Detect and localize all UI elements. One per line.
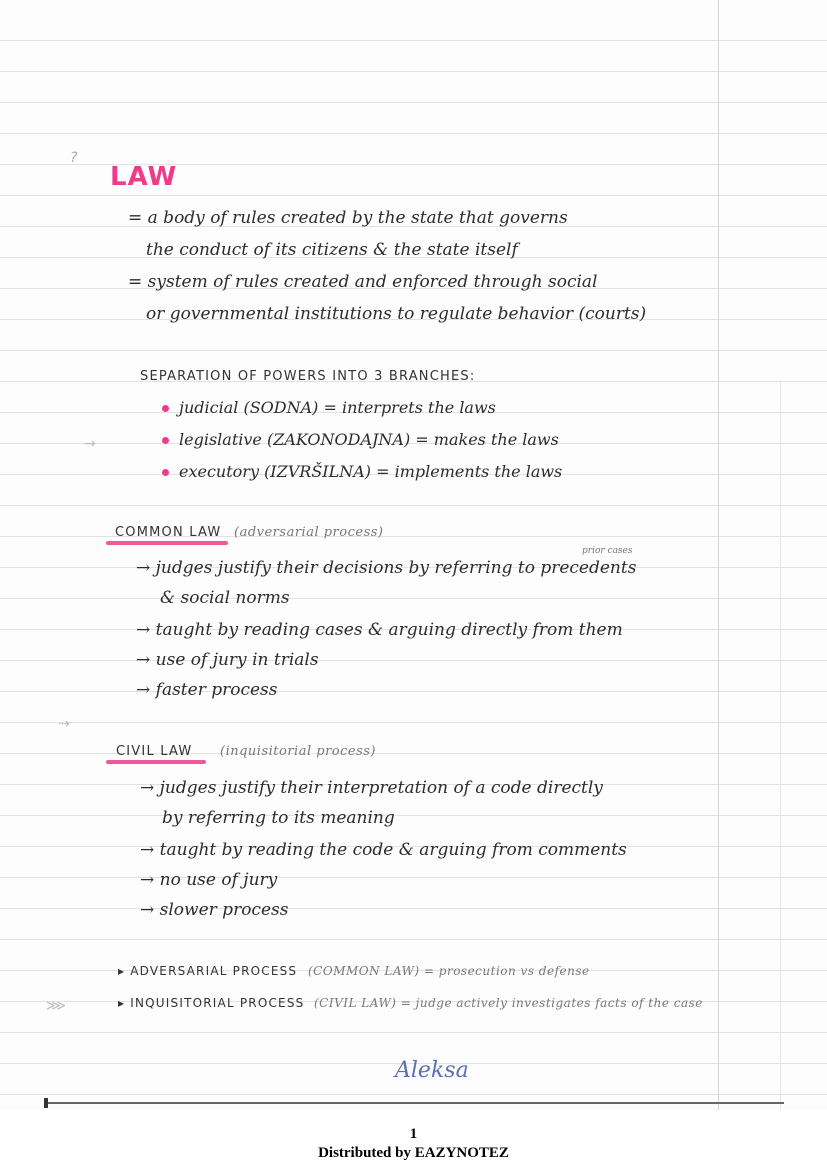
right-margin-line: [718, 0, 719, 1110]
common-law-item: → use of jury in trials: [136, 650, 319, 670]
definition-line-1: = a body of rules created by the state that governs: [128, 208, 568, 228]
common-law-item: & social norms: [160, 588, 290, 608]
common-law-subtitle: (adversarial process): [234, 525, 384, 540]
common-law-heading: COMMON LAW: [115, 525, 222, 540]
definition-line-3: = system of rules created and enforced through social: [128, 272, 598, 292]
highlight-underline: [106, 541, 228, 545]
civil-law-item: → slower process: [140, 900, 289, 920]
civil-law-heading: CIVIL LAW: [116, 744, 193, 759]
branch-item: [162, 398, 496, 417]
inquisitorial-process-detail: (CIVIL LAW) = judge actively investigates facts of the case: [314, 996, 703, 1010]
inquisitorial-process-label: ▸ INQUISITORIAL PROCESS: [118, 996, 305, 1010]
civil-law-subtitle: (inquisitorial process): [220, 744, 376, 759]
page-number: 1: [409, 1126, 418, 1142]
civil-law-item: → judges justify their interpretation of a code directly: [140, 778, 603, 798]
common-law-item: → faster process: [136, 680, 278, 700]
right-margin-line-outer: [780, 380, 781, 1110]
adversarial-process-label: ▸ ADVERSARIAL PROCESS: [118, 964, 298, 978]
bottom-rule: [44, 1102, 784, 1104]
pink-bullet: [162, 405, 169, 412]
margin-mark: ⇢: [58, 716, 70, 732]
separation-heading: SEPARATION OF POWERS INTO 3 BRANCHES:: [140, 369, 476, 384]
question-mark: ?: [70, 150, 78, 166]
prior-cases-note: prior cases: [582, 546, 633, 556]
civil-law-item: → no use of jury: [140, 870, 278, 890]
margin-mark: ⋙: [46, 998, 66, 1014]
common-law-item: → judges justify their decisions by referring to precedents: [136, 558, 637, 578]
civil-law-item: → taught by reading the code & arguing from comments: [140, 840, 627, 860]
branch-text: legislative (ZAKONODAJNA) = makes the laws: [179, 430, 559, 449]
signature: Aleksa: [395, 1058, 469, 1083]
definition-line-4: or governmental institutions to regulate behavior (courts): [146, 304, 647, 324]
pink-bullet: [162, 469, 169, 476]
civil-law-item: by referring to its meaning: [162, 808, 395, 828]
margin-arrow-mark: →: [84, 436, 96, 452]
branch-text: judicial (SODNA) = interprets the laws: [179, 398, 496, 417]
branch-item: [162, 430, 559, 449]
branch-item: [162, 462, 562, 481]
highlight-underline: [106, 760, 206, 764]
definition-line-2: the conduct of its citizens & the state itself: [146, 240, 518, 260]
common-law-item: → taught by reading cases & arguing directly from them: [136, 620, 623, 640]
adversarial-process-detail: (COMMON LAW) = prosecution vs defense: [308, 964, 590, 978]
footer-credit: Distributed by EAZYNOTEZ: [318, 1145, 509, 1161]
branch-text: executory (IZVRŠILNA) = implements the laws: [179, 462, 563, 481]
pink-bullet: [162, 437, 169, 444]
page-title: LAW: [110, 162, 178, 192]
